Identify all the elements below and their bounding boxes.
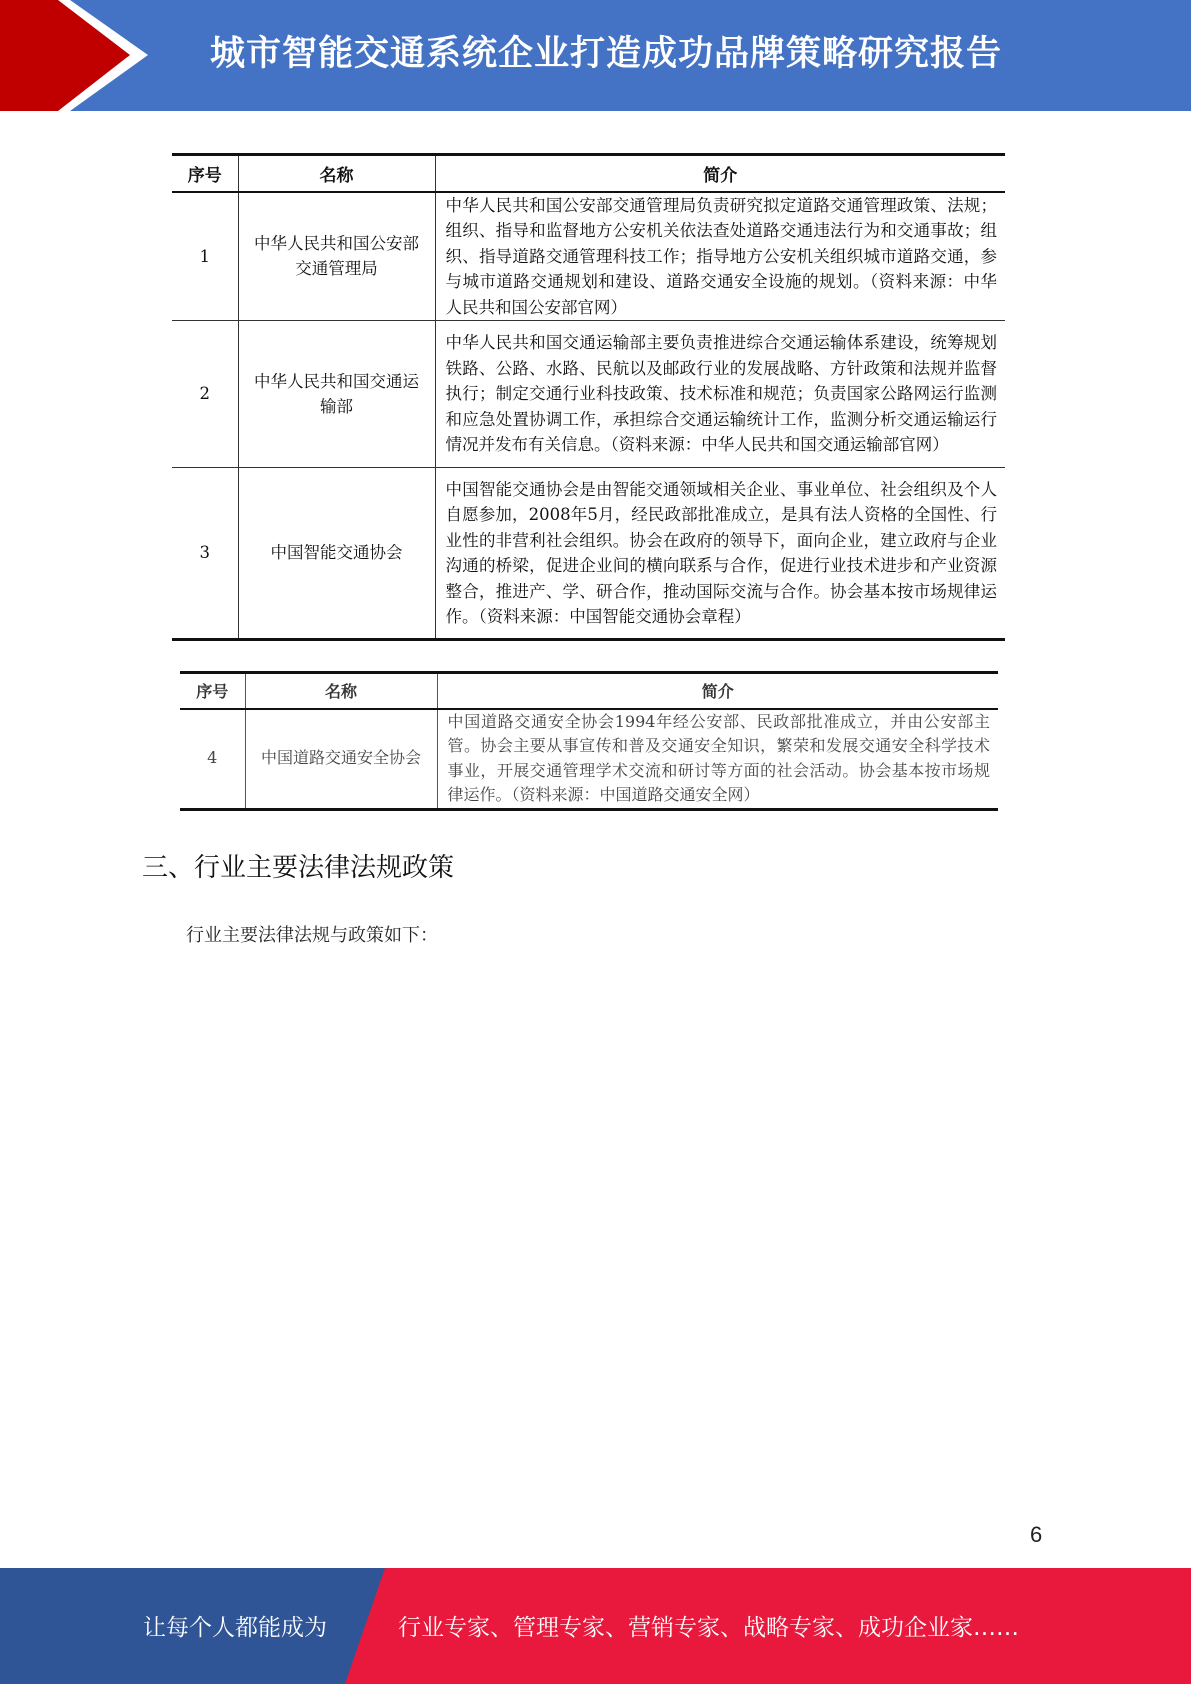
cell-name: 中华人民共和国交通运输部 <box>238 321 435 468</box>
cell-no: 4 <box>180 709 245 810</box>
cell-desc: 中国道路交通安全协会1994年经公安部、民政部批准成立，并由公安部主管。协会主要从事宣传和普及交通安全知识，繁荣和发展交通安全科学技术事业，开展交通管理学术交流和研讨等方面的社会活动。协会基本按市场规律运作。（资料来源：中国道路交通安全网） <box>437 709 998 810</box>
footer-banner <box>0 1568 1191 1684</box>
column-header-name: 名称 <box>238 155 435 192</box>
cell-desc: 中国智能交通协会是由智能交通领域相关企业、事业单位、社会组织及个人自愿参加，2008年5月，经民政部批准成立，是具有法人资格的全国性、行业性的非营利社会组织。协会在政府的领导下，面向企业，建立政府与企业沟通的桥梁，促进企业间的横向联系与合作，促进行业技术进步和产业资源整合，推进产、学、研合作，推动国际交流与合作。协会基本按市场规律运作。（资料来源：中国智能交通协会章程） <box>435 468 1005 640</box>
column-header-no: 序号 <box>180 673 245 709</box>
cell-desc: 中华人民共和国交通运输部主要负责推进综合交通运输体系建设，统筹规划铁路、公路、水路、民航以及邮政行业的发展战略、方针政策和法规并监督执行；制定交通行业科技政策、技术标准和规范；负责国家公路网运行监测和应急处置协调工作，承担综合交通运输统计工作，监测分析交通运输运行情况并发布有关信息。（资料来源：中华人民共和国交通运输部官网） <box>435 321 1005 468</box>
cell-name: 中国道路交通安全协会 <box>245 709 437 810</box>
cell-desc: 中华人民共和国公安部交通管理局负责研究拟定道路交通管理政策、法规；组织、指导和监督地方公安机关依法查处道路交通违法行为和交通事故；组织、指导道路交通管理科技工作；指导地方公安机关组织城市道路交通，参与城市道路交通规划和建设、道路交通安全设施的规划。（资料来源：中华人民共和国公安部官网） <box>435 192 1005 321</box>
table-row <box>172 192 1005 321</box>
cell-no: 1 <box>172 192 238 321</box>
table-row <box>180 709 998 810</box>
cell-name: 中国智能交通协会 <box>238 468 435 640</box>
cell-name: 中华人民共和国公安部交通管理局 <box>238 192 435 321</box>
footer-slogan-right: 行业专家、管理专家、营销专家、战略专家、成功企业家…… <box>398 1615 1019 1641</box>
footer-slogan-left: 让每个人都能成为 <box>143 1615 327 1641</box>
column-header-desc: 简介 <box>437 673 998 709</box>
organizations-table <box>172 153 1005 641</box>
table-row <box>172 321 1005 468</box>
cell-no: 3 <box>172 468 238 640</box>
table-header-row <box>172 155 1005 192</box>
column-header-desc: 简介 <box>435 155 1005 192</box>
cell-no: 2 <box>172 321 238 468</box>
column-header-no: 序号 <box>172 155 238 192</box>
organizations-table-continued <box>180 671 998 811</box>
table-row <box>172 468 1005 640</box>
page-number: 6 <box>1030 1522 1043 1547</box>
column-header-name: 名称 <box>245 673 437 709</box>
report-title: 城市智能交通系统企业打造成功品牌策略研究报告 <box>210 34 1003 74</box>
header-chevron-decoration <box>0 0 150 111</box>
header-banner <box>0 0 1191 111</box>
section-heading: 三、行业主要法律法规政策 <box>142 853 455 883</box>
section-body-text: 行业主要法律法规与政策如下： <box>186 925 438 946</box>
table-header-row <box>180 673 998 709</box>
